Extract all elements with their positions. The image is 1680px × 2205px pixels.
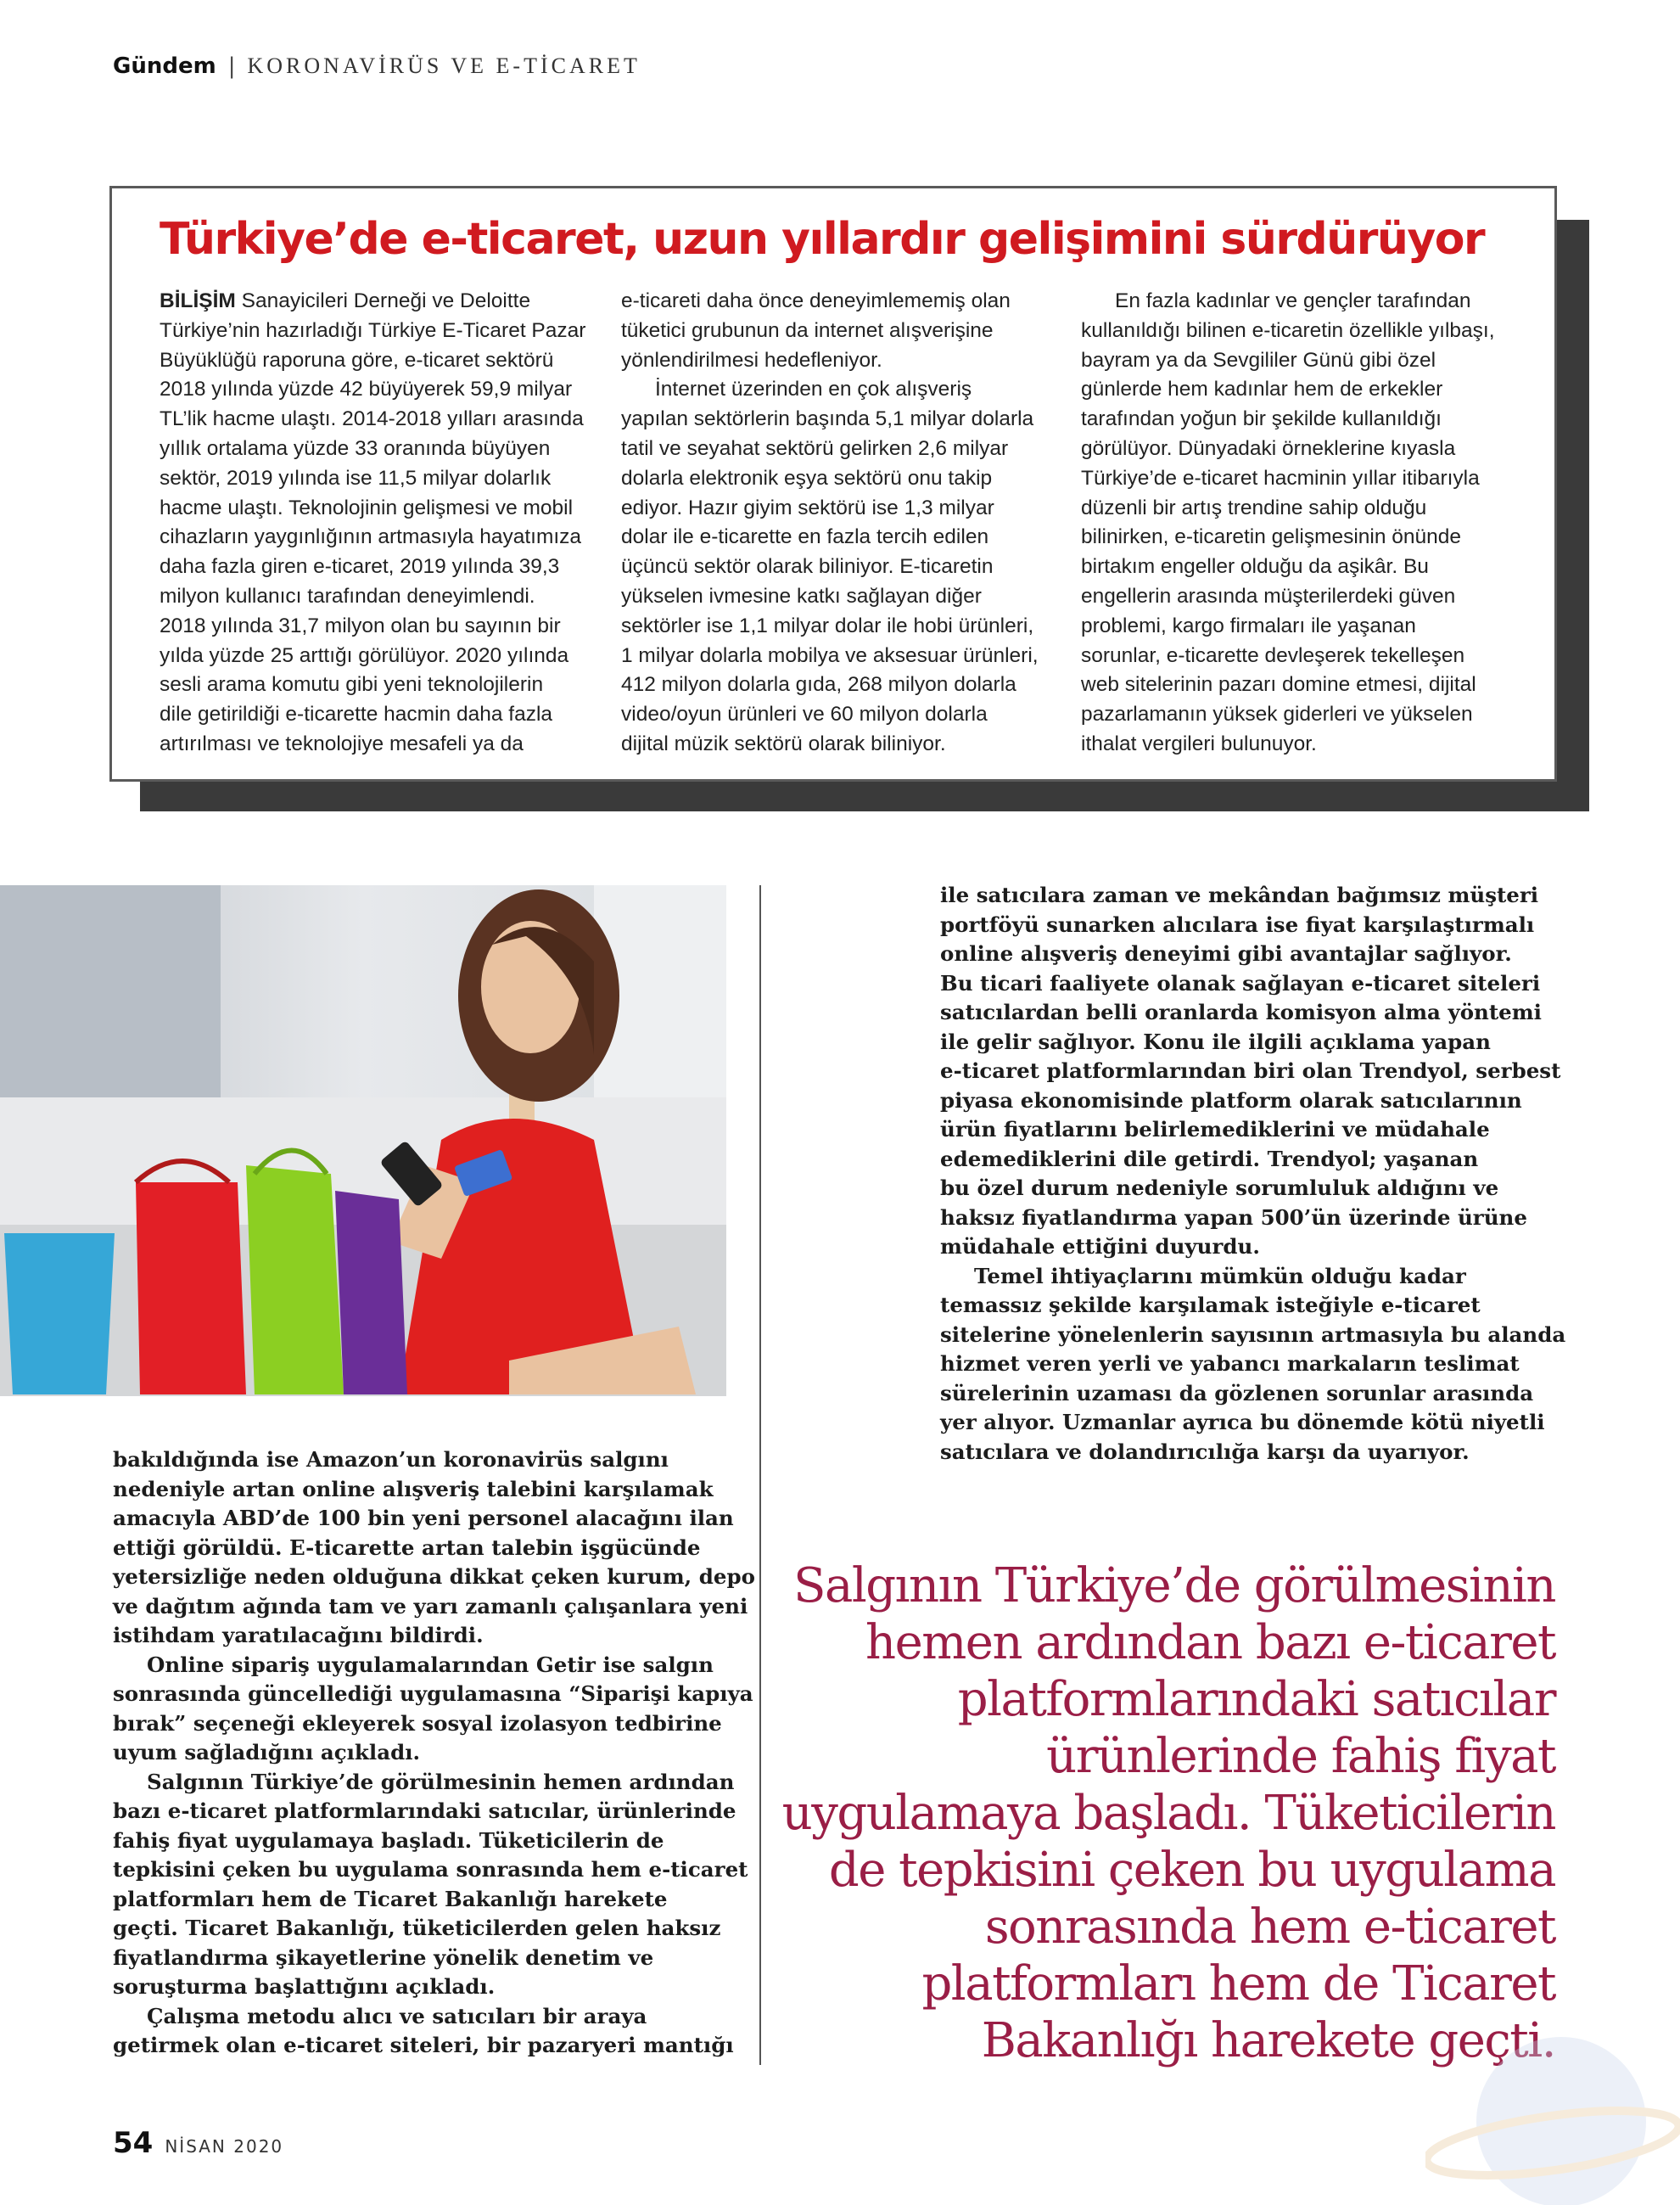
body-line: amacıyla ABD’de 100 bin yeni personel alacağını ilan <box>113 1506 734 1530</box>
page-number: 54 <box>113 2126 154 2160</box>
box-col3-line: Türkiye’de e-ticaret hacminin yıllar itibarıyla <box>1081 466 1480 490</box>
box-col1-line: artırılması ve teknolojiye mesafeli ya da <box>160 732 524 755</box>
box-col2-line: üçüncü sektör olarak biliniyor. E-ticaretin <box>621 555 994 579</box>
body-line: ve dağıtım ağında tam ve yarı zamanlı çalışanlara yeni <box>113 1593 748 1619</box>
body-line: istihdam yaratılacağını bildirdi. <box>113 1623 484 1647</box>
box-col3-line: kullanıldığı bilinen e-ticaretin özellikle yılbaşı, <box>1081 318 1495 342</box>
topic-label: KORONAVİRÜS VE E-TİCARET <box>247 53 641 78</box>
shopping-woman-photo <box>0 885 726 1396</box>
body-line: temassız şekilde karşılamak isteğiyle e-ticaret <box>940 1293 1481 1317</box>
box-col3-line: bayram ya da Sevgililer Günü gibi özel <box>1081 348 1436 372</box>
pull-quote-line: ürünlerinde fahiş fiyat <box>1046 1729 1555 1784</box>
box-col2-line: ediyor. Hazır giyim sektörü ise 1,3 milyar <box>621 496 994 519</box>
box-col3-line: görülüyor. Dünyadaki örneklerine kıyasla <box>1081 436 1456 460</box>
body-line: ile gelir sağlıyor. Konu ile ilgili açıklama yapan <box>940 1029 1491 1054</box>
page-footer <box>113 2126 283 2160</box>
pull-quote-line: Salgının Türkiye’de görülmesinin <box>793 1558 1555 1613</box>
body-line: yer alıyor. Uzmanlar ayrıca bu dönemde kötü niyetli <box>940 1410 1545 1434</box>
sidebar-box <box>109 186 1557 782</box>
planet-icon <box>1425 1995 1680 2205</box>
box-col2-line: 412 milyon dolarla gıda, 268 milyon dolarla <box>621 673 1016 697</box>
body-line: edemediklerini dile getirdi. Trendyol; yaşanan <box>940 1146 1479 1171</box>
body-line: Bu ticari faaliyete olanak sağlayan e-ticaret siteleri <box>940 970 1541 996</box>
box-col3-line: En fazla kadınlar ve gençler tarafından <box>1115 289 1471 312</box>
body-line: Çalışma metodu alıcı ve satıcıları bir araya <box>147 2003 647 2028</box>
body-line: sitelerine yönelenlerin sayısının artmasıyla bu alanda <box>940 1321 1566 1347</box>
box-col3-line: problemi, kargo firmaları ile yaşanan <box>1081 614 1416 637</box>
box-col3-line: düzenli bir artış trendine sahip olduğu <box>1081 496 1427 519</box>
body-line: bakıldığında ise Amazon’un koronavirüs salgını <box>113 1447 669 1472</box>
box-col3-line: ithalat vergileri bulunuyor. <box>1081 732 1317 755</box>
box-col3-line: günlerde hem kadınlar hem de erkekler <box>1081 378 1443 401</box>
box-col1-line: cihazların yaygınlığının artmasıyla hayatımıza <box>160 525 582 549</box>
pull-quote-line: de tepkisini çeken bu uygulama <box>828 1843 1555 1898</box>
pull-quote-line: Bakanlığı harekete geçti. <box>981 2013 1555 2068</box>
pull-quote <box>764 1557 1555 2069</box>
body-line: online alışveriş deneyimi gibi avantajlar sağlıyor. <box>940 941 1512 966</box>
page-header <box>113 53 641 80</box>
body-line: getirmek olan e-ticaret siteleri, bir pazaryeri mantığı <box>113 2033 734 2057</box>
box-col1-line: 2018 yılında yüzde 42 büyüyerek 59,9 milyar <box>160 378 573 401</box>
box-col2-line: yapılan sektörlerin başında 5,1 milyar dolarla <box>621 407 1034 431</box>
body-line: satıcılara ve dolandırıcılığa karşı da uyarıyor. <box>940 1439 1470 1464</box>
section-label: Gündem <box>113 53 216 79</box>
box-col2-line: dolar ile e-ticarette en fazla tercih edilen <box>621 525 989 549</box>
body-line: satıcılardan belli oranlarda komisyon alma yöntemi <box>940 1000 1542 1024</box>
box-column-2 <box>621 287 1062 760</box>
body-line: sürelerinin uzaması da gözlenen sorunlar arasında <box>940 1380 1534 1405</box>
box-col1-line: yılda yüzde 25 arttığı görülüyor. 2020 yılında <box>160 643 569 667</box>
body-line: Online sipariş uygulamalarından Getir ise salgın <box>147 1652 714 1677</box>
body-line: soruşturma başlattığını açıkladı. <box>113 1974 496 1999</box>
box-col1-line: dile getirildiği e-ticarette hacmin daha fazla <box>160 703 553 727</box>
body-line: uyum sağladığını açıkladı. <box>113 1740 421 1765</box>
body-line: Temel ihtiyaçlarını mümkün olduğu kadar <box>974 1263 1466 1288</box>
body-line: e-ticaret platformlarından biri olan Trendyol, serbest <box>940 1058 1561 1083</box>
body-line: portföyü sunarken alıcılara ise fiyat karşılaştırmalı <box>940 912 1535 937</box>
box-col2-line: dijital müzik sektörü olarak biliniyor. <box>621 732 946 755</box>
body-line: yetersizliğe neden olduğuna dikkat çeken kurum, depo <box>113 1564 755 1589</box>
issue-date: NİSAN 2020 <box>165 2136 284 2157</box>
right-body-column <box>940 881 1565 1467</box>
box-col2-line: sektörler ise 1,1 milyar dolar ile hobi ürünleri, <box>621 614 1034 637</box>
box-col1-line: Büyüklüğü raporuna göre, e-ticaret sektörü <box>160 348 554 372</box>
box-col2-line: İnternet üzerinden en çok alışveriş <box>655 378 972 401</box>
box-col1-line-0 <box>160 287 601 317</box>
body-line: fiyatlandırma şikayetlerine yönelik denetim ve <box>113 1944 654 1970</box>
body-line: tepkisini çeken bu uygulama sonrasında hem e-ticaret <box>113 1857 748 1882</box>
body-line: bırak” seçeneği ekleyerek sosyal izolasyon tedbirine <box>113 1710 722 1736</box>
header-separator: | <box>227 53 236 79</box>
box-col1-line: sesli arama komutu gibi yeni teknolojilerin <box>160 673 544 697</box>
pull-quote-line: hemen ardından bazı e-ticaret <box>865 1615 1555 1670</box>
box-col1-line: 2018 yılında 31,7 milyon olan bu sayının bir <box>160 614 561 637</box>
box-col2-line: tatil ve seyahat sektörü gelirken 2,6 milyar <box>621 436 1009 460</box>
box-col1-line: yıllık ortalama yüzde 33 oranında büyüyen <box>160 436 551 460</box>
body-line: ürün fiyatlarını belirlemediklerini ve müdahale <box>940 1117 1490 1142</box>
body-line: fahiş fiyat uygulamaya başladı. Tüketicilerin de <box>113 1827 664 1853</box>
box-col1-line: milyon kullanıcı tarafından deneyimlendi. <box>160 584 535 608</box>
box-col2-line: e-ticareti daha önce deneyimlememiş olan <box>621 289 1011 312</box>
body-line: hizmet veren yerli ve yabancı markaların teslimat <box>940 1351 1520 1376</box>
box-col2-line: yönlendirilmesi hedefleniyor. <box>621 348 882 372</box>
box-col1-line: daha fazla giren e-ticaret, 2019 yılında 39,3 <box>160 555 560 579</box>
box-col2-line: yükselen ivmesine katkı sağlayan diğer <box>621 584 982 608</box>
lead-word: BİLİŞİM <box>160 289 236 312</box>
pull-quote-line: platformları hem de Ticaret <box>921 1956 1555 2011</box>
box-column-1 <box>160 287 601 760</box>
box-col2-line: video/oyun ürünleri ve 60 milyon dolarla <box>621 703 988 727</box>
pull-quote-line: sonrasında hem e-ticaret <box>984 1899 1555 1955</box>
pull-quote-line: uygulamaya başladı. Tüketicilerin <box>781 1786 1555 1841</box>
box-col3-line: bilinirken, e-ticaretin gelişmesinin önünde <box>1081 525 1462 549</box>
left-body-column <box>113 1445 755 2061</box>
box-col3-line: engellerin arasında müşterilerdeki güven <box>1081 584 1456 608</box>
box-col1-line: sektör, 2019 yılında ise 11,5 milyar dolarlık <box>160 466 552 490</box>
box-column-3 <box>1081 287 1522 760</box>
body-line: haksız fiyatlandırma yapan 500’ün üzerinde ürüne <box>940 1204 1527 1230</box>
box-col1-line: TL’lik hacme ulaştı. 2014-2018 yılları arasında <box>160 407 584 431</box>
box-col3-line: pazarlamanın yüksek giderleri ve yükselen <box>1081 703 1473 727</box>
body-line: ile satıcılara zaman ve mekândan bağımsız müşteri <box>940 883 1539 907</box>
box-col3-line: sorunlar, e-ticarette devleşerek tekelleşen <box>1081 643 1465 667</box>
body-line: Salgının Türkiye’de görülmesinin hemen ardından <box>147 1769 735 1794</box>
pull-quote-line: platformlarındaki satıcılar <box>957 1672 1555 1727</box>
body-line: sonrasında güncellediği uygulamasına “Siparişi kapıya <box>113 1681 753 1706</box>
body-line: müdahale ettiğini duyurdu. <box>940 1234 1260 1259</box>
box-col2-line: tüketici grubunun da internet alışverişine <box>621 318 994 342</box>
box-col3-line: web sitelerinin pazarı domine etmesi, dijital <box>1081 673 1476 697</box>
box-col1-line: hacme ulaştı. Teknolojinin gelişmesi ve mobil <box>160 496 574 519</box>
body-line: platformları hem de Ticaret Bakanlığı harekete <box>113 1886 668 1911</box>
body-line: bu özel durum nedeniyle sorumluluk aldığını ve <box>940 1175 1499 1200</box>
body-line: nedeniyle artan online alışveriş talebini karşılamak <box>113 1476 714 1501</box>
box-col3-line: tarafından yoğun bir şekilde kullanıldığı <box>1081 407 1442 431</box>
body-line: piyasa ekonomisinde platform olarak satıcılarının <box>940 1087 1522 1113</box>
body-line: geçti. Ticaret Bakanlığı, tüketicilerden gelen haksız <box>113 1916 721 1940</box>
box-col1-text: Sanayicileri Derneği ve Deloitte <box>235 289 531 312</box>
body-line: ettiği görüldü. E-ticarette artan talebin işgücünde <box>113 1535 701 1560</box>
box-col2-line: 1 milyar dolarla mobilya ve aksesuar ürünleri, <box>621 643 1039 667</box>
box-col1-line: Türkiye’nin hazırladığı Türkiye E-Ticaret Pazar <box>160 318 586 342</box>
body-line: bazı e-ticaret platformlarındaki satıcılar, ürünlerinde <box>113 1798 736 1823</box>
box-col3-line: birtakım engeller olduğu da aşikâr. Bu <box>1081 555 1429 579</box>
sidebar-box-title: Türkiye’de e-ticaret, uzun yıllardır gelişimini sürdürüyor <box>160 214 1485 265</box>
box-col2-line: dolarla elektronik eşya sektörü onu takip <box>621 466 993 490</box>
column-divider <box>759 885 761 2065</box>
